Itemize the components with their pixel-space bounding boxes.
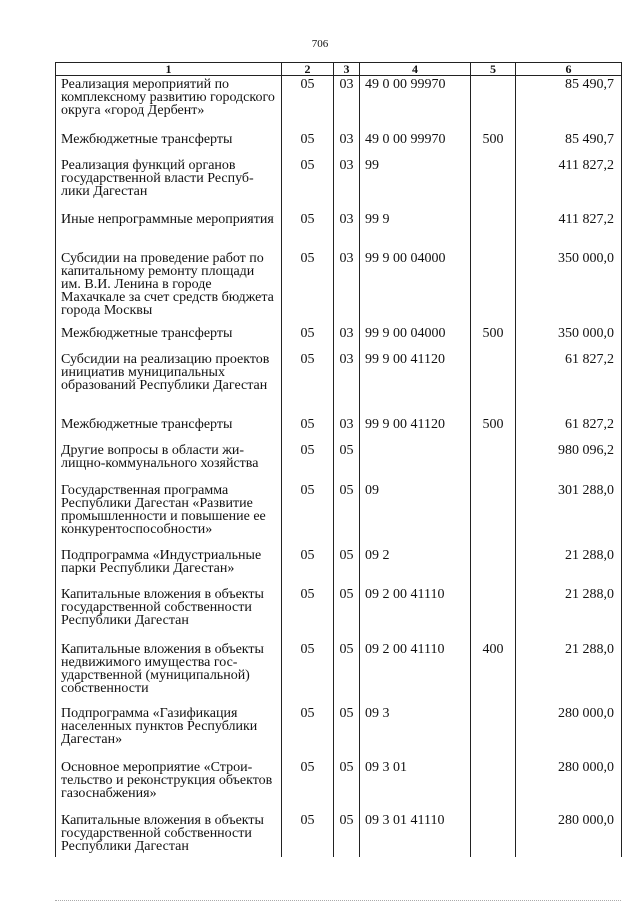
amount: 85 490,7: [516, 131, 622, 157]
item-name: Межбюджетные трансферты: [56, 325, 282, 351]
expense-type-code: [471, 812, 516, 857]
table-row: [56, 759, 622, 812]
section-code: 05: [282, 76, 334, 131]
item-name: Субсидии на реализацию проектов инициатив муниципальных образований Республики Дагестан: [56, 351, 282, 416]
table-row: [56, 76, 622, 131]
section-code: 05: [282, 351, 334, 416]
amount: 61 827,2: [516, 416, 622, 442]
section-code: 05: [282, 250, 334, 325]
expense-type-code: [471, 759, 516, 812]
amount: 280 000,0: [516, 812, 622, 857]
subsection-code: 05: [334, 812, 360, 857]
section-code: 05: [282, 442, 334, 482]
target-article-code: 99 9 00 41120: [360, 416, 471, 442]
expense-type-code: [471, 250, 516, 325]
subsection-code: 03: [334, 351, 360, 416]
amount: 980 096,2: [516, 442, 622, 482]
table-row: [56, 705, 622, 759]
budget-table: [55, 62, 622, 857]
item-name: Другие вопросы в области жилищно-коммунального хозяйства: [56, 442, 282, 482]
expense-type-code: 500: [471, 131, 516, 157]
target-article-code: 09: [360, 482, 471, 547]
expense-type-code: [471, 482, 516, 547]
expense-type-code: [471, 76, 516, 131]
header-cell: 2: [282, 63, 334, 76]
section-code: 05: [282, 586, 334, 641]
subsection-code: 05: [334, 442, 360, 482]
amount: 280 000,0: [516, 759, 622, 812]
table-row: [56, 482, 622, 547]
section-code: 05: [282, 641, 334, 705]
expense-type-code: [471, 442, 516, 482]
item-name: Подпрограмма «Газификация населенных пунктов Республики Дагестан»: [56, 705, 282, 759]
section-code: 05: [282, 325, 334, 351]
target-article-code: 49 0 00 99970: [360, 131, 471, 157]
amount: 301 288,0: [516, 482, 622, 547]
subsection-code: 05: [334, 586, 360, 641]
target-article-code: 09 3 01: [360, 759, 471, 812]
section-code: 05: [282, 482, 334, 547]
amount: 61 827,2: [516, 351, 622, 416]
subsection-code: 03: [334, 250, 360, 325]
table-row: [56, 586, 622, 641]
amount: 21 288,0: [516, 641, 622, 705]
header-cell: 4: [360, 63, 471, 76]
subsection-code: 03: [334, 157, 360, 211]
header-cell: 3: [334, 63, 360, 76]
amount: 85 490,7: [516, 76, 622, 131]
item-name: Субсидии на проведение работ по капитальному ремонту площади им. В.И. Ленина в городе Махачкале за счет средств бюджета города Москвы: [56, 250, 282, 325]
item-name: Иные непрограммные мероприятия: [56, 211, 282, 250]
bottom-rule: [55, 900, 621, 901]
item-name: Основное мероприятие «Строительство и реконструкция объектов газоснабжения»: [56, 759, 282, 812]
item-name: Капитальные вложения в объекты недвижимого имущества государственной (муниципальной) собственности: [56, 641, 282, 705]
target-article-code: 99 9 00 04000: [360, 250, 471, 325]
table-row: [56, 641, 622, 705]
item-name: Межбюджетные трансферты: [56, 131, 282, 157]
subsection-code: 03: [334, 76, 360, 131]
expense-type-code: [471, 586, 516, 641]
expense-type-code: [471, 157, 516, 211]
item-name: Реализация функций органов государственной власти Республики Дагестан: [56, 157, 282, 211]
table-row: [56, 812, 622, 857]
target-article-code: 09 2: [360, 547, 471, 586]
target-article-code: [360, 442, 471, 482]
subsection-code: 05: [334, 547, 360, 586]
subsection-code: 03: [334, 325, 360, 351]
page-number: 706: [311, 38, 329, 50]
table-row: [56, 157, 622, 211]
item-name: Государственная программа Республики Дагестан «Развитие промышленности и повышение ее конкурентоспособности»: [56, 482, 282, 547]
table-row: [56, 250, 622, 325]
expense-type-code: [471, 547, 516, 586]
target-article-code: 99 9 00 41120: [360, 351, 471, 416]
amount: 21 288,0: [516, 586, 622, 641]
expense-type-code: 500: [471, 416, 516, 442]
header-cell: 1: [56, 63, 282, 76]
section-code: 05: [282, 705, 334, 759]
table-row: [56, 351, 622, 416]
amount: 21 288,0: [516, 547, 622, 586]
target-article-code: 99 9 00 04000: [360, 325, 471, 351]
target-article-code: 99 9: [360, 211, 471, 250]
table-row: [56, 131, 622, 157]
section-code: 05: [282, 416, 334, 442]
amount: 411 827,2: [516, 211, 622, 250]
table-row: [56, 211, 622, 250]
header-cell: 5: [471, 63, 516, 76]
target-article-code: 09 3: [360, 705, 471, 759]
table-row: [56, 442, 622, 482]
item-name: Межбюджетные трансферты: [56, 416, 282, 442]
section-code: 05: [282, 131, 334, 157]
target-article-code: 49 0 00 99970: [360, 76, 471, 131]
item-name: Реализация мероприятий по комплексному развитию городского округа «город Дербент»: [56, 76, 282, 131]
amount: 280 000,0: [516, 705, 622, 759]
subsection-code: 03: [334, 211, 360, 250]
target-article-code: 99: [360, 157, 471, 211]
table-row: [56, 325, 622, 351]
item-name: Подпрограмма «Индустриальные парки Республики Дагестан»: [56, 547, 282, 586]
expense-type-code: [471, 211, 516, 250]
expense-type-code: 400: [471, 641, 516, 705]
section-code: 05: [282, 547, 334, 586]
subsection-code: 05: [334, 759, 360, 812]
expense-type-code: [471, 705, 516, 759]
expense-type-code: 500: [471, 325, 516, 351]
item-name: Капитальные вложения в объекты государственной собственности Республики Дагестан: [56, 586, 282, 641]
target-article-code: 09 3 01 41110: [360, 812, 471, 857]
subsection-code: 03: [334, 131, 360, 157]
subsection-code: 05: [334, 482, 360, 547]
table-row: [56, 547, 622, 586]
subsection-code: 05: [334, 705, 360, 759]
section-code: 05: [282, 211, 334, 250]
table-row: [56, 416, 622, 442]
section-code: 05: [282, 157, 334, 211]
subsection-code: 05: [334, 641, 360, 705]
section-code: 05: [282, 812, 334, 857]
header-cell: 6: [516, 63, 622, 76]
amount: 350 000,0: [516, 325, 622, 351]
header-row: [56, 63, 622, 76]
target-article-code: 09 2 00 41110: [360, 586, 471, 641]
subsection-code: 03: [334, 416, 360, 442]
expense-type-code: [471, 351, 516, 416]
amount: 411 827,2: [516, 157, 622, 211]
item-name: Капитальные вложения в объекты государственной собственности Республики Дагестан: [56, 812, 282, 857]
section-code: 05: [282, 759, 334, 812]
amount: 350 000,0: [516, 250, 622, 325]
target-article-code: 09 2 00 41110: [360, 641, 471, 705]
